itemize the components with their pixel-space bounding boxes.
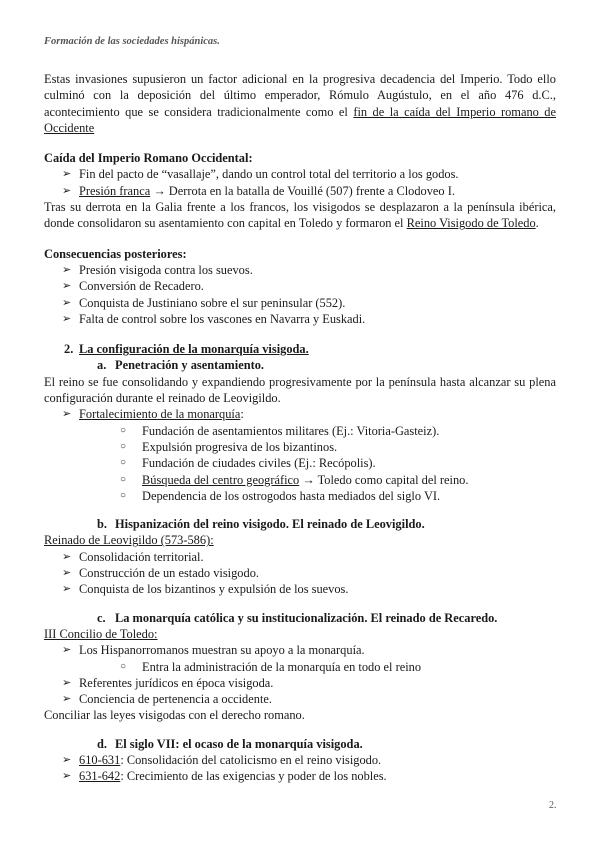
date-range-underlined: 631-642 bbox=[79, 769, 121, 784]
page-number: 2. bbox=[549, 800, 557, 811]
caida-list bbox=[44, 166, 556, 199]
subsection-b-list bbox=[44, 549, 556, 598]
caida-paragraph bbox=[44, 199, 556, 232]
subsection-title: El siglo VII: el ocaso de la monarquía visigoda. bbox=[115, 736, 363, 751]
page-header: Formación de las sociedades hispánicas. bbox=[44, 36, 220, 47]
consecuencias-heading: Consecuencias posteriores: bbox=[44, 246, 187, 261]
list-item: ➢ Conquista de Justiniano sobre el sur peninsular (552). bbox=[44, 295, 556, 311]
presion-franca: Presión franca bbox=[79, 183, 151, 198]
sub-list-item: ○ Fundación de asentamientos militares (Ej.: Vitoria-Gasteiz). bbox=[44, 423, 556, 439]
sub-list-item: ○ Fundación de ciudades civiles (Ej.: Recópolis). bbox=[44, 455, 556, 471]
list-item: ➢ Fin del pacto de “vasallaje”, dando un control total del territorio a los godos. bbox=[44, 166, 556, 182]
intro-paragraph bbox=[44, 71, 556, 136]
caida-text: Tras su derrota en la Galia frente a los francos, los visigodos se desplazaron a la península ibérica, donde consolidaron su asentamiento con capital en Toledo y formaron el bbox=[44, 200, 556, 231]
sub-list-item: ○ Entra la administración de la monarquía en todo el reino bbox=[44, 659, 556, 675]
list-item-text: : Crecimiento de las exigencias y poder de los nobles. bbox=[120, 769, 387, 784]
subsection-letter: d. bbox=[97, 736, 107, 751]
fortalecimiento-underlined: Fortalecimiento de la monarquía bbox=[79, 407, 241, 422]
subsection-letter: b. bbox=[97, 517, 107, 532]
subsection-title: Hispanización del reino visigodo. El reinado de Leovigildo. bbox=[115, 517, 425, 532]
sub-list-item: ○ Dependencia de los ostrogodos hasta mediados del siglo VI. bbox=[44, 488, 556, 504]
subsection-c-label: III Concilio de Toledo: bbox=[44, 626, 158, 641]
list-item-text: : Consolidación del catolicismo en el reino visigodo. bbox=[120, 752, 382, 767]
date-range-underlined: 610-631 bbox=[79, 752, 121, 767]
list-item: ➢ Conciencia de pertenencia a occidente. bbox=[44, 691, 556, 707]
caida-heading: Caída del Imperio Romano Occidental: bbox=[44, 151, 253, 166]
list-item: ➢ Los Hispanorromanos muestran su apoyo a la monarquía. bbox=[44, 642, 556, 658]
subsection-b-heading bbox=[44, 516, 556, 532]
sub-list-item-text: → Toledo como capital del reino. bbox=[299, 472, 469, 487]
list-item: ➢ Conversión de Recadero. bbox=[44, 278, 556, 294]
list-item: ➢ Presión visigoda contra los suevos. bbox=[44, 262, 556, 278]
subsection-a-paragraph: El reino se fue consolidando y expandiendo progresivamente por la península hasta alcanzar su plena configuración durante el reinado de Leovigildo. bbox=[44, 374, 556, 406]
section-2-heading bbox=[44, 341, 556, 357]
caida-text-end: . bbox=[535, 216, 539, 231]
list-item: ➢ Referentes jurídicos en época visigoda. bbox=[44, 675, 556, 691]
subsection-c-heading bbox=[44, 610, 556, 626]
subsection-d-heading bbox=[44, 736, 556, 752]
subsection-d-list bbox=[44, 752, 556, 785]
subsection-title: Penetración y asentamiento. bbox=[115, 358, 265, 373]
sub-list-item bbox=[44, 472, 556, 488]
subsection-a-heading bbox=[44, 357, 556, 373]
list-item: ➢ Conquista de los bizantinos y expulsión de los suevos. bbox=[44, 581, 556, 597]
subsection-b-label: Reinado de Leovigildo (573-586): bbox=[44, 533, 214, 548]
intro-text: Estas invasiones supusieron un factor adicional en la progresiva decadencia del Imperio. Todo ello culminó con la deposición del último emperador, Rómulo Augústulo, en el año 476 d.C., acontecimiento que se considera tradicionalmente como el bbox=[44, 72, 556, 119]
section-title: La configuración de la monarquía visigoda. bbox=[79, 342, 309, 357]
subsection-a-list bbox=[44, 406, 556, 504]
subsection-letter: c. bbox=[97, 610, 106, 625]
list-item: ➢ Consolidación territorial. bbox=[44, 549, 556, 565]
reino-visigodo-underlined: Reino Visigodo de Toledo bbox=[406, 216, 536, 231]
list-item bbox=[44, 406, 556, 422]
subsection-c-paragraph: Conciliar las leyes visigodas con el derecho romano. bbox=[44, 708, 305, 723]
list-item-text: → Derrota en la batalla de Vouillé (507) frente a Clodoveo I. bbox=[150, 183, 455, 198]
list-item-text: : bbox=[240, 407, 244, 422]
list-item: ➢ Falta de control sobre los vascones en Navarra y Euskadi. bbox=[44, 311, 556, 327]
document-body bbox=[44, 71, 556, 785]
list-item bbox=[44, 183, 556, 199]
list-item bbox=[44, 768, 556, 784]
section-number: 2. bbox=[64, 342, 74, 357]
list-item: ➢ Construcción de un estado visigodo. bbox=[44, 565, 556, 581]
busqueda-underlined: Búsqueda del centro geográfico bbox=[142, 472, 300, 487]
list-item bbox=[44, 752, 556, 768]
subsection-title: La monarquía católica y su institucionalización. El reinado de Recaredo. bbox=[115, 610, 498, 625]
sub-list-item: ○ Expulsión progresiva de los bizantinos. bbox=[44, 439, 556, 455]
intro-underlined: fin de la caída del Imperio romano de Occidente bbox=[44, 104, 556, 135]
consecuencias-list bbox=[44, 262, 556, 327]
subsection-c-list bbox=[44, 642, 556, 707]
subsection-letter: a. bbox=[97, 358, 107, 373]
